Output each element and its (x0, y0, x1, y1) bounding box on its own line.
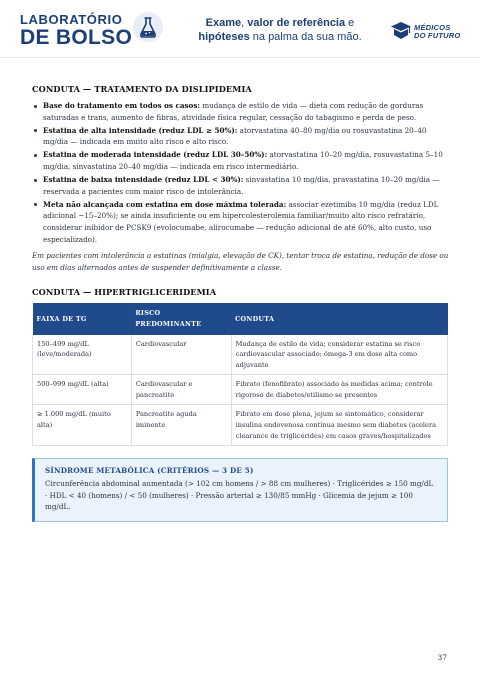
triglycerides-table (32, 303, 448, 446)
logo-line2: DO FUTURO (414, 31, 461, 40)
callout-title: SÍNDROME METABÓLICA (CRITÉRIOS — 3 DE 5) (45, 466, 254, 476)
column-header-conduta: CONDUTA (231, 303, 447, 334)
table-row (33, 405, 448, 446)
column-header-risco: RISCO PREDOMINANTE (131, 303, 231, 334)
table-cell: Cardiovascular e pancreatite (131, 375, 231, 405)
item-label: Estatina de moderada intensidade (reduz LDL 30–50%): (43, 150, 268, 160)
item-text: atorvastatina 10–20 mg/dia, rosuvastatina 5–10 mg/dia, sinvastatina 20–40 mg/dia — indicada em risco intermediário. (43, 150, 443, 171)
page-content (32, 84, 450, 522)
page-header (0, 0, 480, 58)
medicos-do-futuro-logo-icon (390, 21, 412, 41)
table-cell: Fibrato (fenofibrato) associado às medidas acima; controle rigoroso de diabetes/etilismo se presentes (231, 375, 447, 405)
table-cell: Cardiovascular (131, 335, 231, 375)
dislipidemia-list (32, 100, 450, 245)
brand-title (20, 13, 132, 48)
item-text: mudança de estilo de vida — dieta com redução de gorduras saturadas e trans, aumento de fibras, atividade física regular, cessação do tabagismo e perda de peso. (43, 101, 424, 122)
intolerance-note: Em pacientes com intolerância a estatinas (mialgia, elevação de CK), tentar troca de estatina, redução de dose ou uso em dias alternados antes de suspender definitivamente a classe. (32, 251, 449, 272)
tagline-part5: na palma da sua mão. (249, 30, 362, 43)
list-item (32, 199, 450, 245)
item-text: atorvastatina 40–80 mg/dia ou rosuvastatina 20–40 mg/dia — indicada em muito alto risco e alto risco. (43, 125, 427, 147)
hipertrigliceridemia-section (32, 287, 450, 446)
table-cell: ≥ 1.000 mg/dL (muito alta) (33, 405, 132, 446)
table-row (33, 375, 448, 405)
tagline-part2: valor de referência (247, 17, 346, 29)
section-title-hipertrigliceridemia: CONDUTA — HIPERTRIGLICERIDEMIA (32, 287, 217, 298)
list-item (32, 125, 450, 148)
header-divider (0, 57, 480, 58)
column-header-faixa: FAIXA DE TG (33, 303, 132, 334)
section-title-dislipidemia: CONDUTA — TRATAMENTO DA DISLIPIDEMIA (32, 84, 252, 94)
item-label: Base do tratamento em todos os casos: (43, 101, 201, 110)
table-header-row (33, 303, 448, 334)
item-label: Meta não alcançada com estatina em dose máxima tolerada: (43, 199, 287, 209)
tagline-sep1: , (241, 17, 248, 29)
table-cell: Pancreatite aguda iminente (131, 405, 231, 446)
list-item (32, 100, 450, 123)
item-text: sinvastatina 10 mg/dia, pravastatina 10–20 mg/dia — reservada a pacientes com maior risco de intolerância. (43, 175, 440, 196)
table-cell: Fibrato em dose plena, jejum se sintomático, considerar insulina endovenosa contínua mesmo sem diabetes (acelera clearance de triglicérides) em casos graves/hospitalizados (231, 405, 447, 446)
table-cell: 500–999 mg/dL (alta) (33, 375, 132, 405)
brand-line1: LABORATÓRIO (20, 12, 123, 27)
page-number: 37 (437, 653, 447, 662)
table-cell: Mudança de estilo de vida; considerar estatina se risco cardiovascular associado; ômega-3 em dose alta como adjuvante (231, 335, 447, 375)
brand-line2: DE BOLSO (20, 26, 133, 49)
table-cell: 150–499 mg/dL (leve/moderada) (33, 335, 132, 375)
tagline-part3: e (345, 17, 355, 29)
sindrome-metabolica-callout (32, 458, 448, 522)
item-label: Estatina de baixa intensidade (reduz LDL < 30%): (43, 175, 244, 185)
callout-body: Circunferência abdominal aumentada (> 102 cm homens / > 88 cm mulheres) · Triglicérides ≥ 150 mg/dL · HDL < 40 (homens) / < 50 (mulheres) · Pressão arterial ≥ 130/85 mmHg · Glicemia de jejum ≥ 100 mg/dL. (45, 479, 434, 512)
list-item (32, 149, 450, 172)
header-tagline (185, 17, 375, 44)
medicos-do-futuro-logo-text (414, 24, 460, 40)
table-row (33, 335, 448, 375)
item-label: Estatina de alta intensidade (reduz LDL ≥ 50%): (43, 125, 238, 135)
logo-line1: MÉDICOS (414, 23, 451, 32)
list-item (32, 174, 450, 197)
tagline-part4: hipóteses (198, 30, 250, 43)
flask-icon (132, 11, 164, 43)
item-text: associar ezetimiba 10 mg/dia (reduz LDL adicional ~15–20%); se ainda insuficiente ou em hipercolesterolemia familiar/muito alto risco refratário, considerar inibidor de PCSK9 (evolocumabe, alirocumabe — redução adicional de até 60%, alto custo, uso especializado). (43, 199, 439, 244)
tagline-part1: Exame (205, 17, 242, 29)
